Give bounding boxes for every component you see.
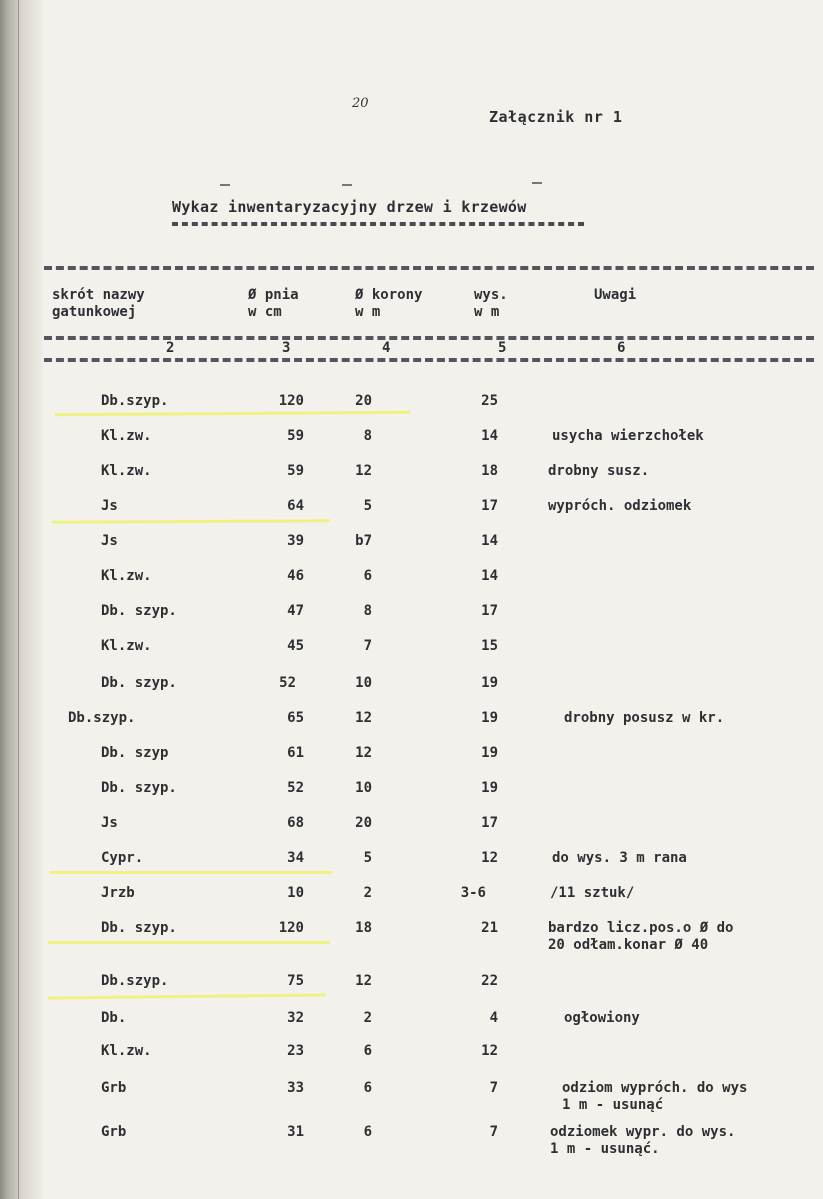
cell-height: 17: [481, 815, 498, 831]
document-title: Wykaz inwentaryzacyjny drzew i krzewów: [172, 198, 527, 216]
cell-trunk: 45: [287, 638, 304, 654]
cell-crown: 6: [363, 1043, 372, 1059]
cell-crown: 10: [355, 675, 372, 691]
title-underline: [172, 222, 584, 226]
cell-species: Db.szyp.: [68, 710, 136, 726]
cell-trunk: 46: [287, 568, 304, 584]
header-crown-diameter: Ø korony w m: [355, 287, 423, 320]
cell-crown: b7: [355, 533, 372, 549]
highlighter-stroke: [48, 994, 326, 1000]
header-height: wys. w m: [474, 287, 508, 320]
handwritten-page-number: 20: [352, 96, 369, 111]
stray-mark: [342, 184, 352, 186]
stray-mark: [220, 184, 230, 186]
attachment-label: Załącznik nr 1: [489, 108, 623, 126]
cell-height: 22: [481, 973, 498, 989]
cell-crown: 6: [363, 1080, 372, 1096]
cell-species: Kl.zw.: [101, 638, 152, 654]
cell-height: 17: [481, 498, 498, 514]
cell-height: 12: [481, 850, 498, 866]
cell-height: 17: [481, 603, 498, 619]
highlighter-stroke: [48, 941, 330, 944]
cell-crown: 5: [363, 498, 372, 514]
cell-remarks: wypróch. odziomek: [548, 498, 692, 514]
cell-remarks: drobny susz.: [548, 463, 650, 479]
cell-remarks: odziomek wypr. do wys. 1 m - usunąć.: [550, 1124, 736, 1157]
cell-species: Db.szyp.: [101, 973, 169, 989]
header-trunk-diameter: Ø pnia w cm: [248, 287, 299, 320]
cell-crown: 8: [363, 603, 372, 619]
cell-species: Grb: [101, 1124, 127, 1140]
cell-species: Kl.zw.: [101, 463, 152, 479]
header-rule-lower: [44, 358, 814, 362]
cell-trunk: 34: [287, 850, 304, 866]
cell-height: 12: [481, 1043, 498, 1059]
cell-trunk: 32: [287, 1010, 304, 1026]
cell-trunk: 68: [287, 815, 304, 831]
cell-trunk: 23: [287, 1043, 304, 1059]
cell-species: Db.szyp.: [101, 393, 169, 409]
cell-trunk: 31: [287, 1124, 304, 1140]
cell-trunk: 64: [287, 498, 304, 514]
cell-crown: 12: [355, 745, 372, 761]
column-number: 3: [282, 340, 291, 356]
cell-trunk: 33: [287, 1080, 304, 1096]
cell-crown: 2: [363, 885, 372, 901]
cell-height: 15: [481, 638, 498, 654]
cell-species: Db. szyp.: [101, 780, 177, 796]
cell-trunk: 120: [278, 393, 304, 409]
cell-trunk: 59: [287, 463, 304, 479]
cell-trunk: 59: [287, 428, 304, 444]
cell-height: 14: [481, 428, 498, 444]
header-species: skrót nazwy gatunkowej: [52, 287, 145, 320]
cell-crown: 12: [355, 710, 372, 726]
cell-height: 14: [481, 568, 498, 584]
cell-species: Cypr.: [101, 850, 144, 866]
cell-crown: 12: [355, 463, 372, 479]
cell-trunk: 52: [287, 780, 304, 796]
cell-trunk: 47: [287, 603, 304, 619]
cell-trunk: 39: [287, 533, 304, 549]
cell-crown: 20: [355, 815, 372, 831]
cell-crown: 8: [363, 428, 372, 444]
cell-species: Db.: [101, 1010, 127, 1026]
cell-remarks: bardzo licz.pos.o Ø do 20 odłam.konar Ø 40: [548, 920, 734, 953]
cell-crown: 10: [355, 780, 372, 796]
cell-species: Js: [101, 533, 118, 549]
cell-remarks: /11 sztuk/: [550, 885, 635, 901]
cell-trunk: 120: [278, 920, 304, 936]
page-binding-edge: [0, 0, 44, 1199]
cell-trunk: 65: [287, 710, 304, 726]
cell-height: 14: [481, 533, 498, 549]
column-number: 4: [382, 340, 391, 356]
cell-remarks: odziom wypróch. do wys 1 m - usunąć: [562, 1080, 748, 1113]
cell-trunk: 75: [287, 973, 304, 989]
cell-crown: 6: [363, 1124, 372, 1140]
cell-species: Jrzb: [101, 885, 135, 901]
cell-species: Kl.zw.: [101, 1043, 152, 1059]
cell-trunk: 61: [287, 745, 304, 761]
cell-height: 7: [489, 1124, 498, 1140]
cell-height: 7: [489, 1080, 498, 1096]
cell-height: 3-6: [460, 885, 486, 901]
cell-height: 25: [481, 393, 498, 409]
highlighter-stroke: [50, 871, 332, 874]
column-number: 6: [617, 340, 626, 356]
cell-species: Kl.zw.: [101, 428, 152, 444]
cell-height: 19: [481, 710, 498, 726]
cell-height: 21: [481, 920, 498, 936]
header-rule-upper: [44, 336, 814, 340]
cell-height: 4: [489, 1010, 498, 1026]
cell-crown: 7: [363, 638, 372, 654]
cell-species: Js: [101, 498, 118, 514]
cell-remarks: do wys. 3 m rana: [552, 850, 687, 866]
cell-height: 19: [481, 745, 498, 761]
stray-mark: [532, 182, 542, 184]
cell-species: Db. szyp.: [101, 675, 177, 691]
cell-height: 18: [481, 463, 498, 479]
cell-height: 19: [481, 780, 498, 796]
highlighter-stroke: [52, 519, 330, 523]
cell-species: Js: [101, 815, 118, 831]
cell-crown: 12: [355, 973, 372, 989]
cell-crown: 5: [363, 850, 372, 866]
cell-species: Db. szyp.: [101, 603, 177, 619]
cell-height: 19: [481, 675, 498, 691]
cell-species: Db. szyp.: [101, 920, 177, 936]
cell-species: Db. szyp: [101, 745, 169, 761]
cell-remarks: usycha wierzchołek: [552, 428, 704, 444]
column-number: 2: [166, 340, 175, 356]
cell-trunk: 52: [279, 675, 296, 691]
column-number: 5: [498, 340, 507, 356]
header-remarks: Uwagi: [594, 287, 637, 303]
cell-species: Kl.zw.: [101, 568, 152, 584]
cell-crown: 2: [363, 1010, 372, 1026]
cell-crown: 18: [355, 920, 372, 936]
cell-crown: 6: [363, 568, 372, 584]
cell-trunk: 10: [287, 885, 304, 901]
cell-crown: 20: [355, 393, 372, 409]
cell-remarks: ogłowiony: [564, 1010, 640, 1026]
cell-remarks: drobny posusz w kr.: [564, 710, 725, 726]
highlighter-stroke: [55, 411, 410, 416]
table-top-rule: [44, 266, 814, 270]
cell-species: Grb: [101, 1080, 127, 1096]
